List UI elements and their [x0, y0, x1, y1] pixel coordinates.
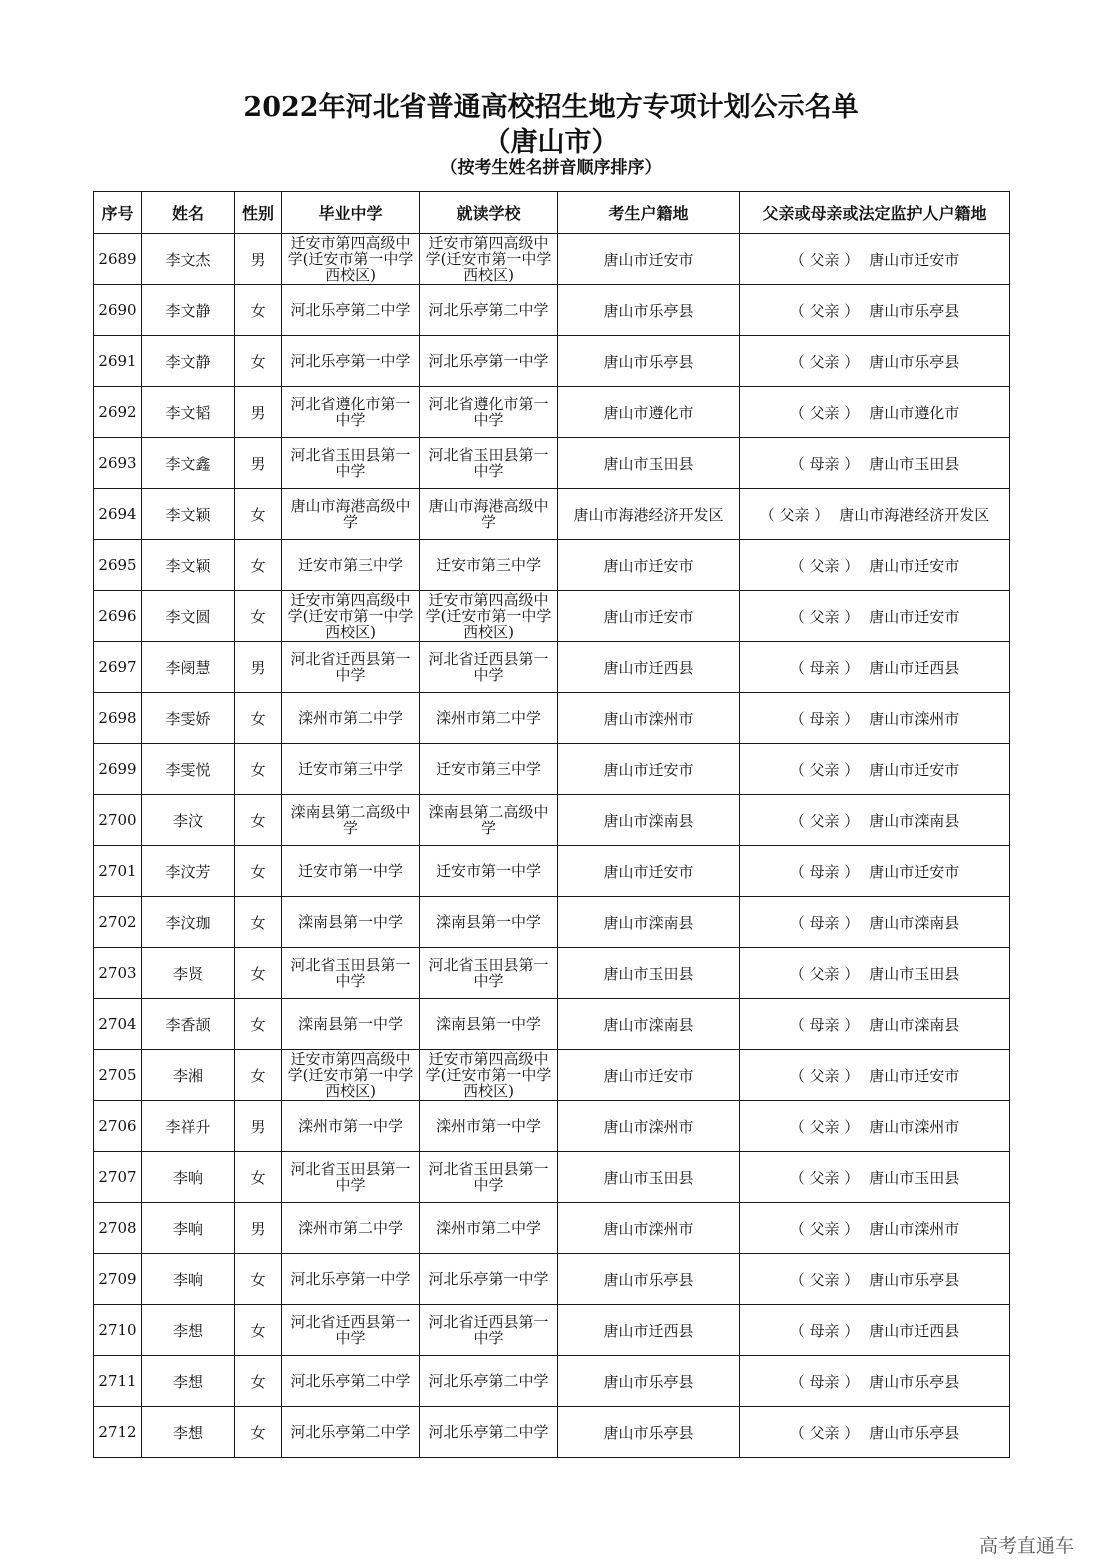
cell-seq: 2697	[94, 642, 142, 693]
guardian-relation: （ 父亲 ）	[789, 1066, 860, 1085]
cell-domicile: 唐山市玉田县	[558, 948, 740, 999]
table-row	[94, 1152, 1010, 1203]
cell-name: 李阌慧	[142, 642, 235, 693]
cell-domicile: 唐山市迁安市	[558, 591, 740, 642]
cell-gender: 男	[235, 642, 282, 693]
cell-study-school: 滦南县第二高级中学	[420, 795, 558, 846]
guardian-place: 唐山市乐亭县	[869, 1372, 960, 1391]
guardian-place: 唐山市迁安市	[869, 760, 960, 779]
cell-gender: 女	[235, 948, 282, 999]
cell-name: 李想	[142, 1305, 235, 1356]
cell-seq: 2711	[94, 1356, 142, 1407]
cell-domicile: 唐山市遵化市	[558, 387, 740, 438]
cell-study-school: 河北省玉田县第一中学	[420, 1152, 558, 1203]
cell-domicile: 唐山市乐亭县	[558, 336, 740, 387]
cell-study-school: 河北省玉田县第一中学	[420, 438, 558, 489]
cell-name: 李响	[142, 1203, 235, 1254]
cell-study-school: 迁安市第三中学	[420, 744, 558, 795]
guardian-relation: （ 父亲 ）	[789, 250, 860, 269]
cell-name: 李文颖	[142, 489, 235, 540]
cell-gender: 女	[235, 489, 282, 540]
cell-grad-school: 迁安市第三中学	[282, 540, 420, 591]
table-row	[94, 1101, 1010, 1152]
guardian-place: 唐山市乐亭县	[869, 1423, 960, 1442]
guardian-relation: （ 母亲 ）	[789, 862, 860, 881]
cell-guardian	[740, 336, 1010, 387]
cell-study-school: 滦州市第二中学	[420, 693, 558, 744]
cell-study-school: 河北乐亭第一中学	[420, 1254, 558, 1305]
cell-seq: 2703	[94, 948, 142, 999]
table-row	[94, 846, 1010, 897]
cell-name: 李文韬	[142, 387, 235, 438]
cell-domicile: 唐山市海港经济开发区	[558, 489, 740, 540]
table-row	[94, 999, 1010, 1050]
cell-gender: 男	[235, 438, 282, 489]
cell-study-school: 滦州市第二中学	[420, 1203, 558, 1254]
cell-gender: 女	[235, 795, 282, 846]
cell-gender: 女	[235, 336, 282, 387]
cell-name: 李文颖	[142, 540, 235, 591]
cell-seq: 2694	[94, 489, 142, 540]
cell-domicile: 唐山市迁西县	[558, 1305, 740, 1356]
cell-grad-school: 滦南县第一中学	[282, 897, 420, 948]
guardian-place: 唐山市滦南县	[869, 811, 960, 830]
cell-study-school: 河北省遵化市第一中学	[420, 387, 558, 438]
guardian-relation: （ 父亲 ）	[789, 1270, 860, 1289]
header-name: 姓名	[142, 192, 235, 234]
table-row	[94, 948, 1010, 999]
header-guardian: 父亲或母亲或法定监护人户籍地	[740, 192, 1010, 234]
table-row	[94, 642, 1010, 693]
cell-name: 李文杰	[142, 234, 235, 285]
guardian-place: 唐山市乐亭县	[869, 301, 960, 320]
cell-guardian	[740, 948, 1010, 999]
cell-study-school: 河北省玉田县第一中学	[420, 948, 558, 999]
cell-gender: 女	[235, 591, 282, 642]
cell-guardian	[740, 897, 1010, 948]
cell-guardian	[740, 1356, 1010, 1407]
header-row	[94, 192, 1010, 234]
cell-grad-school: 河北乐亭第二中学	[282, 1407, 420, 1458]
cell-domicile: 唐山市迁安市	[558, 846, 740, 897]
cell-grad-school: 滦州市第二中学	[282, 693, 420, 744]
guardian-relation: （ 父亲 ）	[789, 760, 860, 779]
cell-study-school: 滦南县第一中学	[420, 999, 558, 1050]
guardian-relation: （ 父亲 ）	[789, 1117, 860, 1136]
cell-name: 李雯娇	[142, 693, 235, 744]
roster-table	[93, 191, 1010, 1458]
guardian-place: 唐山市迁安市	[869, 1066, 960, 1085]
guardian-relation: （ 母亲 ）	[789, 1372, 860, 1391]
cell-domicile: 唐山市滦南县	[558, 897, 740, 948]
cell-seq: 2693	[94, 438, 142, 489]
table-row	[94, 1407, 1010, 1458]
guardian-relation: （ 母亲 ）	[789, 1321, 860, 1340]
cell-guardian	[740, 1305, 1010, 1356]
guardian-place: 唐山市迁安市	[869, 250, 960, 269]
cell-domicile: 唐山市乐亭县	[558, 285, 740, 336]
header-seq: 序号	[94, 192, 142, 234]
table-row	[94, 234, 1010, 285]
guardian-place: 唐山市迁西县	[869, 1321, 960, 1340]
cell-grad-school: 迁安市第四高级中学(迁安市第一中学西校区)	[282, 1050, 420, 1101]
guardian-place: 唐山市迁安市	[869, 862, 960, 881]
guardian-place: 唐山市遵化市	[869, 403, 960, 422]
cell-guardian	[740, 642, 1010, 693]
guardian-place: 唐山市玉田县	[869, 454, 960, 473]
cell-seq: 2700	[94, 795, 142, 846]
header-study-school: 就读学校	[420, 192, 558, 234]
cell-seq: 2702	[94, 897, 142, 948]
table-row	[94, 438, 1010, 489]
cell-gender: 男	[235, 234, 282, 285]
guardian-relation: （ 母亲 ）	[789, 1015, 860, 1034]
table-row	[94, 591, 1010, 642]
cell-name: 李想	[142, 1356, 235, 1407]
cell-guardian	[740, 234, 1010, 285]
cell-gender: 女	[235, 1254, 282, 1305]
cell-study-school: 迁安市第四高级中学(迁安市第一中学西校区)	[420, 1050, 558, 1101]
cell-grad-school: 滦南县第一中学	[282, 999, 420, 1050]
cell-guardian	[740, 744, 1010, 795]
cell-study-school: 河北乐亭第二中学	[420, 1407, 558, 1458]
cell-grad-school: 河北乐亭第二中学	[282, 1356, 420, 1407]
cell-seq: 2695	[94, 540, 142, 591]
cell-gender: 女	[235, 744, 282, 795]
cell-guardian	[740, 285, 1010, 336]
guardian-place: 唐山市迁西县	[869, 658, 960, 677]
cell-grad-school: 河北省迁西县第一中学	[282, 642, 420, 693]
cell-grad-school: 迁安市第三中学	[282, 744, 420, 795]
cell-study-school: 河北省迁西县第一中学	[420, 642, 558, 693]
cell-domicile: 唐山市乐亭县	[558, 1407, 740, 1458]
cell-grad-school: 滦南县第二高级中学	[282, 795, 420, 846]
cell-name: 李响	[142, 1152, 235, 1203]
cell-gender: 女	[235, 1050, 282, 1101]
table-row	[94, 744, 1010, 795]
guardian-relation: （ 父亲 ）	[789, 352, 860, 371]
cell-guardian	[740, 846, 1010, 897]
cell-guardian	[740, 1050, 1010, 1101]
cell-seq: 2710	[94, 1305, 142, 1356]
guardian-relation: （ 父亲 ）	[789, 1219, 860, 1238]
cell-seq: 2699	[94, 744, 142, 795]
cell-seq: 2712	[94, 1407, 142, 1458]
cell-seq: 2696	[94, 591, 142, 642]
sort-note: （按考生姓名拼音顺序排序）	[440, 158, 662, 178]
cell-gender: 女	[235, 1152, 282, 1203]
cell-gender: 男	[235, 1101, 282, 1152]
guardian-place: 唐山市玉田县	[869, 964, 960, 983]
table-row	[94, 540, 1010, 591]
table-row	[94, 1356, 1010, 1407]
cell-seq: 2704	[94, 999, 142, 1050]
cell-domicile: 唐山市乐亭县	[558, 1356, 740, 1407]
cell-grad-school: 迁安市第四高级中学(迁安市第一中学西校区)	[282, 591, 420, 642]
cell-gender: 女	[235, 693, 282, 744]
cell-domicile: 唐山市乐亭县	[558, 1254, 740, 1305]
guardian-relation: （ 父亲 ）	[789, 964, 860, 983]
header-domicile: 考生户籍地	[558, 192, 740, 234]
cell-grad-school: 迁安市第一中学	[282, 846, 420, 897]
cell-guardian	[740, 999, 1010, 1050]
cell-guardian	[740, 693, 1010, 744]
table-row	[94, 1203, 1010, 1254]
cell-guardian	[740, 387, 1010, 438]
cell-gender: 男	[235, 1203, 282, 1254]
table-row	[94, 489, 1010, 540]
cell-guardian	[740, 489, 1010, 540]
cell-domicile: 唐山市滦州市	[558, 693, 740, 744]
cell-grad-school: 唐山市海港高级中学	[282, 489, 420, 540]
guardian-relation: （ 父亲 ）	[789, 1168, 860, 1187]
cell-study-school: 迁安市第四高级中学(迁安市第一中学西校区)	[420, 591, 558, 642]
cell-domicile: 唐山市滦州市	[558, 1203, 740, 1254]
table-row	[94, 285, 1010, 336]
document-city: （唐山市）	[483, 127, 619, 158]
cell-seq: 2689	[94, 234, 142, 285]
cell-seq: 2705	[94, 1050, 142, 1101]
guardian-place: 唐山市滦南县	[869, 1015, 960, 1034]
guardian-relation: （ 父亲 ）	[789, 811, 860, 830]
guardian-relation: （ 父亲 ）	[759, 505, 830, 524]
cell-grad-school: 河北乐亭第一中学	[282, 1254, 420, 1305]
guardian-relation: （ 母亲 ）	[789, 709, 860, 728]
guardian-relation: （ 母亲 ）	[789, 454, 860, 473]
cell-gender: 女	[235, 897, 282, 948]
cell-domicile: 唐山市迁西县	[558, 642, 740, 693]
cell-domicile: 唐山市滦南县	[558, 999, 740, 1050]
cell-guardian	[740, 591, 1010, 642]
cell-study-school: 河北乐亭第二中学	[420, 285, 558, 336]
cell-name: 李汶	[142, 795, 235, 846]
table-row	[94, 1254, 1010, 1305]
cell-seq: 2690	[94, 285, 142, 336]
cell-name: 李雯悦	[142, 744, 235, 795]
cell-seq: 2707	[94, 1152, 142, 1203]
guardian-relation: （ 父亲 ）	[789, 1423, 860, 1442]
cell-grad-school: 河北省玉田县第一中学	[282, 948, 420, 999]
table-row	[94, 1050, 1010, 1101]
cell-gender: 女	[235, 846, 282, 897]
cell-seq: 2701	[94, 846, 142, 897]
cell-guardian	[740, 438, 1010, 489]
guardian-relation: （ 母亲 ）	[789, 658, 860, 677]
cell-gender: 女	[235, 1407, 282, 1458]
cell-grad-school: 河北省玉田县第一中学	[282, 438, 420, 489]
cell-guardian	[740, 540, 1010, 591]
cell-study-school: 河北乐亭第二中学	[420, 1356, 558, 1407]
cell-study-school: 河北乐亭第一中学	[420, 336, 558, 387]
cell-study-school: 滦州市第一中学	[420, 1101, 558, 1152]
table-row	[94, 387, 1010, 438]
cell-seq: 2708	[94, 1203, 142, 1254]
cell-grad-school: 河北乐亭第一中学	[282, 336, 420, 387]
cell-study-school: 河北省迁西县第一中学	[420, 1305, 558, 1356]
guardian-place: 唐山市迁安市	[869, 556, 960, 575]
guardian-place: 唐山市乐亭县	[869, 352, 960, 371]
guardian-place: 唐山市滦州市	[869, 1219, 960, 1238]
guardian-place: 唐山市滦州市	[869, 709, 960, 728]
cell-guardian	[740, 1407, 1010, 1458]
header-grad-school: 毕业中学	[282, 192, 420, 234]
cell-grad-school: 滦州市第一中学	[282, 1101, 420, 1152]
guardian-relation: （ 父亲 ）	[789, 556, 860, 575]
cell-domicile: 唐山市滦州市	[558, 1101, 740, 1152]
cell-grad-school: 河北省玉田县第一中学	[282, 1152, 420, 1203]
guardian-place: 唐山市迁安市	[869, 607, 960, 626]
cell-grad-school: 滦州市第二中学	[282, 1203, 420, 1254]
guardian-place: 唐山市乐亭县	[869, 1270, 960, 1289]
cell-name: 李文圆	[142, 591, 235, 642]
table-row	[94, 795, 1010, 846]
guardian-place: 唐山市海港经济开发区	[839, 505, 990, 524]
guardian-place: 唐山市玉田县	[869, 1168, 960, 1187]
cell-seq: 2698	[94, 693, 142, 744]
cell-grad-school: 河北乐亭第二中学	[282, 285, 420, 336]
cell-study-school: 迁安市第一中学	[420, 846, 558, 897]
cell-name: 李祥升	[142, 1101, 235, 1152]
guardian-relation: （ 父亲 ）	[789, 403, 860, 422]
cell-guardian	[740, 1152, 1010, 1203]
cell-guardian	[740, 1203, 1010, 1254]
table-row	[94, 693, 1010, 744]
cell-gender: 女	[235, 999, 282, 1050]
cell-domicile: 唐山市迁安市	[558, 1050, 740, 1101]
cell-name: 李香颉	[142, 999, 235, 1050]
cell-gender: 女	[235, 540, 282, 591]
cell-name: 李湘	[142, 1050, 235, 1101]
guardian-place: 唐山市滦州市	[869, 1117, 960, 1136]
cell-gender: 男	[235, 387, 282, 438]
cell-name: 李想	[142, 1407, 235, 1458]
cell-domicile: 唐山市玉田县	[558, 1152, 740, 1203]
cell-seq: 2692	[94, 387, 142, 438]
cell-name: 李文静	[142, 336, 235, 387]
table-row	[94, 897, 1010, 948]
roster-body	[94, 234, 1010, 1458]
cell-study-school: 唐山市海港高级中学	[420, 489, 558, 540]
cell-name: 李汶芳	[142, 846, 235, 897]
cell-study-school: 迁安市第三中学	[420, 540, 558, 591]
cell-grad-school: 迁安市第四高级中学(迁安市第一中学西校区)	[282, 234, 420, 285]
cell-seq: 2709	[94, 1254, 142, 1305]
cell-domicile: 唐山市迁安市	[558, 744, 740, 795]
guardian-relation: （ 父亲 ）	[789, 607, 860, 626]
guardian-relation: （ 母亲 ）	[789, 913, 860, 932]
cell-name: 李汶珈	[142, 897, 235, 948]
cell-domicile: 唐山市迁安市	[558, 540, 740, 591]
cell-grad-school: 河北省遵化市第一中学	[282, 387, 420, 438]
cell-grad-school: 河北省迁西县第一中学	[282, 1305, 420, 1356]
cell-domicile: 唐山市玉田县	[558, 438, 740, 489]
cell-guardian	[740, 1254, 1010, 1305]
watermark: 高考直通车	[978, 1535, 1074, 1557]
header-gender: 性别	[235, 192, 282, 234]
cell-study-school: 迁安市第四高级中学(迁安市第一中学西校区)	[420, 234, 558, 285]
cell-guardian	[740, 795, 1010, 846]
cell-guardian	[740, 1101, 1010, 1152]
cell-domicile: 唐山市迁安市	[558, 234, 740, 285]
table-row	[94, 336, 1010, 387]
cell-name: 李文静	[142, 285, 235, 336]
cell-gender: 女	[235, 285, 282, 336]
document-title: 2022年河北省普通高校招生地方专项计划公示名单	[243, 92, 859, 123]
cell-gender: 女	[235, 1305, 282, 1356]
cell-name: 李响	[142, 1254, 235, 1305]
table-row	[94, 1305, 1010, 1356]
guardian-place: 唐山市滦南县	[869, 913, 960, 932]
cell-gender: 女	[235, 1356, 282, 1407]
cell-study-school: 滦南县第一中学	[420, 897, 558, 948]
cell-seq: 2706	[94, 1101, 142, 1152]
cell-domicile: 唐山市滦南县	[558, 795, 740, 846]
cell-name: 李文鑫	[142, 438, 235, 489]
guardian-relation: （ 父亲 ）	[789, 301, 860, 320]
cell-seq: 2691	[94, 336, 142, 387]
cell-name: 李贤	[142, 948, 235, 999]
